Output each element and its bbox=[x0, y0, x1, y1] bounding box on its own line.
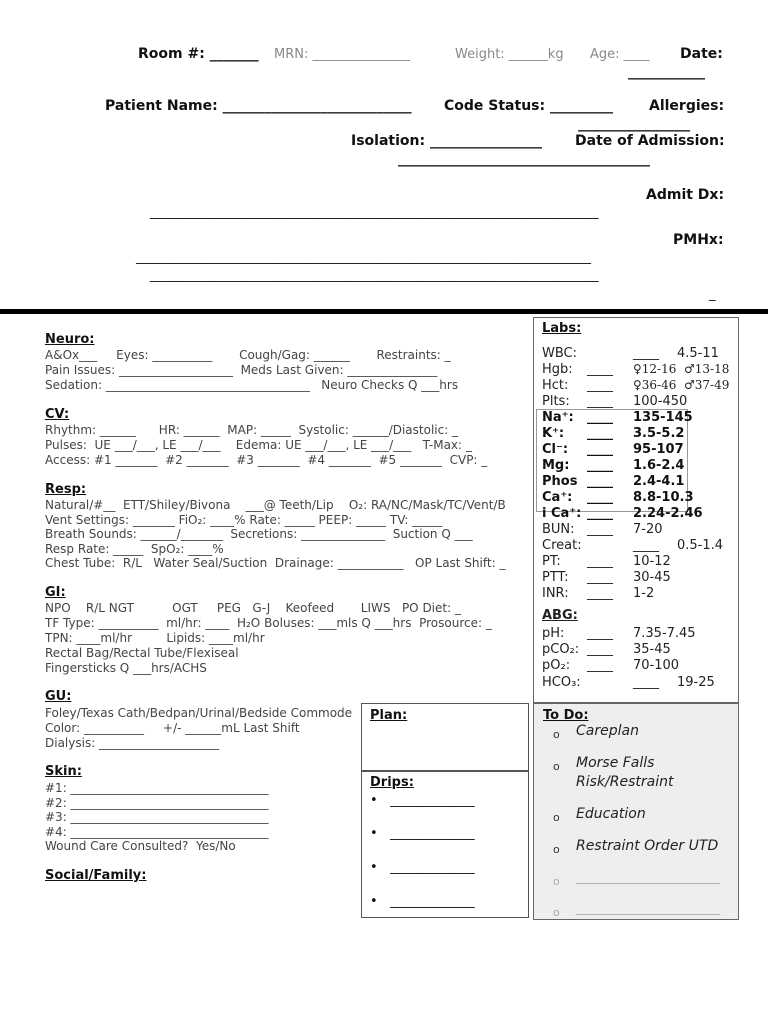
circle-bullet-icon: o bbox=[553, 843, 560, 856]
skin-line-2: #2: _________________________________ bbox=[45, 796, 269, 810]
section-divider bbox=[0, 309, 768, 314]
neuro-line-2: Pain Issues: ___________________ Meds Last Given: _______________ bbox=[45, 363, 438, 377]
cv-line-3: Access: #1 _______ #2 _______ #3 _______ #4 _______ #5 _______ CVP: _ bbox=[45, 453, 488, 467]
gi-heading: GI: bbox=[45, 585, 66, 600]
bullet-icon: • bbox=[370, 860, 391, 875]
lab-creat: Creat: ____ 0.5-1.4 bbox=[542, 538, 724, 553]
resp-line-1: Natural/#__ ETT/Shiley/Bivona ___@ Teeth/Lip O₂: RA/NC/Mask/TC/Vent/B bbox=[45, 498, 506, 512]
room-number-field[interactable]: Room #: _______ bbox=[138, 46, 259, 62]
plan-heading: Plan: bbox=[370, 708, 408, 723]
date-label: Date: bbox=[680, 46, 723, 62]
gu-heading: GU: bbox=[45, 689, 72, 704]
cv-line-1: Rhythm: ______ HR: ______ MAP: _____ Systolic: ______/Diastolic: _ bbox=[45, 423, 459, 437]
lab-mg: Mg: ____ 1.6-2.4 bbox=[542, 458, 685, 473]
gi-line-4: Rectal Bag/Rectal Tube/Flexiseal bbox=[45, 646, 239, 660]
pmhx-field-3[interactable]: _ bbox=[709, 287, 716, 302]
lab-cl: Cl⁻: ____ 95-107 bbox=[542, 442, 684, 457]
skin-heading: Skin: bbox=[45, 764, 82, 779]
lab-phos: Phos ____ 2.4-4.1 bbox=[542, 474, 685, 489]
abg-heading: ABG: bbox=[542, 608, 578, 623]
social-family-heading: Social/Family: bbox=[45, 868, 147, 883]
lab-plts: Plts: ____ 100-450 bbox=[542, 394, 688, 409]
lab-pco2: pCO₂: ____ 35-45 bbox=[542, 642, 671, 657]
neuro-line-1: A&Ox___ Eyes: __________ Cough/Gag: ______ Restraints: _ bbox=[45, 348, 451, 362]
skin-line-1: #1: _________________________________ bbox=[45, 781, 269, 795]
lab-ca: Ca⁺: ____ 8.8-10.3 bbox=[542, 490, 694, 505]
mrn-field[interactable]: MRN: _______________ bbox=[274, 47, 410, 62]
gi-line-5: Fingersticks Q ___hrs/ACHS bbox=[45, 661, 207, 675]
lab-hgb: Hgb: ____ ♀12-16 ♂13-18 bbox=[542, 362, 730, 377]
drip-item-2[interactable]: • _____________ bbox=[370, 826, 475, 841]
bullet-icon: • bbox=[370, 826, 391, 841]
isolation-field[interactable]: Isolation: ________________ bbox=[351, 133, 542, 149]
todo-item-education[interactable]: Education bbox=[576, 806, 646, 822]
date-of-admission-field[interactable]: ____________________________________ bbox=[398, 151, 650, 167]
lab-ph: pH: ____ 7.35-7.45 bbox=[542, 626, 696, 641]
circle-bullet-icon: o bbox=[553, 811, 560, 824]
todo-blank-1[interactable]: ________________________ bbox=[576, 870, 720, 884]
lab-pt: PT: ____ 10-12 bbox=[542, 554, 671, 569]
allergies-label: Allergies: bbox=[649, 98, 725, 114]
resp-line-3: Breath Sounds: ______/_______ Secretions: ______________ Suction Q ___ bbox=[45, 527, 473, 541]
cv-heading: CV: bbox=[45, 407, 70, 422]
todo-heading: To Do: bbox=[543, 708, 589, 723]
gu-line-1: Foley/Texas Cath/Bedpan/Urinal/Bedside Commode bbox=[45, 706, 353, 720]
weight-field[interactable]: Weight: ______kg bbox=[455, 47, 564, 62]
resp-line-5: Chest Tube: R/L Water Seal/Suction Drainage: ___________ OP Last Shift: _ bbox=[45, 556, 506, 570]
lab-po2: pO₂: ____ 70-100 bbox=[542, 658, 680, 673]
circle-bullet-icon: o bbox=[553, 875, 560, 888]
labs-heading: Labs: bbox=[542, 321, 582, 336]
patient-name-field[interactable]: Patient Name: ___________________________ bbox=[105, 98, 412, 114]
lab-wbc: WBC: ____ 4.5-11 bbox=[542, 346, 719, 361]
cv-line-2: Pulses: UE ___/___, LE ___/___ Edema: UE ___/___, LE ___/___ T-Max: _ bbox=[45, 438, 472, 452]
pmhx-field-2[interactable]: _____________________________________________________________________ bbox=[150, 268, 599, 283]
drip-item-4[interactable]: • _____________ bbox=[370, 894, 475, 909]
circle-bullet-icon: o bbox=[553, 760, 560, 773]
skin-line-4: #4: _________________________________ bbox=[45, 825, 269, 839]
drip-item-3[interactable]: • _____________ bbox=[370, 860, 475, 875]
lab-hco3: HCO₃: ____ 19-25 bbox=[542, 675, 715, 690]
lab-hct: Hct: ____ ♀36-46 ♂37-49 bbox=[542, 378, 730, 393]
resp-line-2: Vent Settings: _______ FiO₂: ____% Rate: _____ PEEP: _____ TV: _____ bbox=[45, 513, 443, 527]
neuro-line-3: Sedation: __________________________________ Neuro Checks Q ___hrs bbox=[45, 378, 459, 392]
lab-na: Na⁺: ____ 135-145 bbox=[542, 410, 693, 425]
lab-bun: BUN: ____ 7-20 bbox=[542, 522, 663, 537]
gu-line-2: Color: __________ +/- ______mL Last Shift bbox=[45, 721, 300, 735]
resp-heading: Resp: bbox=[45, 482, 87, 497]
allergies-field[interactable]: ________________ bbox=[578, 116, 690, 132]
gu-line-3: Dialysis: ____________________ bbox=[45, 736, 220, 750]
age-field[interactable]: Age: ____ bbox=[590, 47, 650, 62]
todo-item-restraint-order[interactable]: Restraint Order UTD bbox=[576, 838, 719, 854]
drips-heading: Drips: bbox=[370, 775, 414, 790]
drip-item-1[interactable]: • _____________ bbox=[370, 793, 475, 808]
date-field[interactable]: ___________ bbox=[628, 64, 705, 80]
todo-blank-2[interactable]: ________________________ bbox=[576, 901, 720, 915]
resp-line-4: Resp Rate: _____ SpO₂: ____% bbox=[45, 542, 224, 556]
pmhx-field-1[interactable]: ______________________________________________________________________ bbox=[136, 250, 591, 265]
todo-item-risk-restraint[interactable]: Risk/Restraint bbox=[576, 774, 674, 790]
neuro-heading: Neuro: bbox=[45, 332, 95, 347]
code-status-field[interactable]: Code Status: _________ bbox=[444, 98, 613, 114]
todo-item-careplan[interactable]: Careplan bbox=[576, 723, 639, 739]
lab-ionized-ca: i Ca⁺: ____ 2.24-2.46 bbox=[542, 506, 703, 521]
gi-line-3: TPN: ____ml/hr Lipids: ____ml/hr bbox=[45, 631, 265, 645]
bullet-icon: • bbox=[370, 793, 391, 808]
bullet-icon: • bbox=[370, 894, 391, 909]
circle-bullet-icon: o bbox=[553, 728, 560, 741]
todo-item-morse-falls[interactable]: Morse Falls bbox=[576, 755, 655, 771]
skin-line-3: #3: _________________________________ bbox=[45, 810, 269, 824]
lab-k: K⁺: ____ 3.5-5.2 bbox=[542, 426, 685, 441]
lab-ptt: PTT: ____ 30-45 bbox=[542, 570, 671, 585]
skin-line-5: Wound Care Consulted? Yes/No bbox=[45, 839, 236, 853]
date-of-admission-label: Date of Admission: bbox=[575, 133, 725, 149]
circle-bullet-icon: o bbox=[553, 906, 560, 919]
admit-dx-field[interactable]: _____________________________________________________________________ bbox=[150, 205, 599, 220]
lab-inr: INR: ____ 1-2 bbox=[542, 586, 655, 601]
admit-dx-label: Admit Dx: bbox=[646, 187, 725, 203]
gi-line-2: TF Type: __________ ml/hr: ____ H₂O Boluses: ___mls Q ___hrs Prosource: _ bbox=[45, 616, 492, 630]
gi-line-1: NPO R/L NGT OGT PEG G-J Keofeed LIWS PO Diet: _ bbox=[45, 601, 461, 615]
pmhx-label: PMHx: bbox=[673, 232, 724, 248]
